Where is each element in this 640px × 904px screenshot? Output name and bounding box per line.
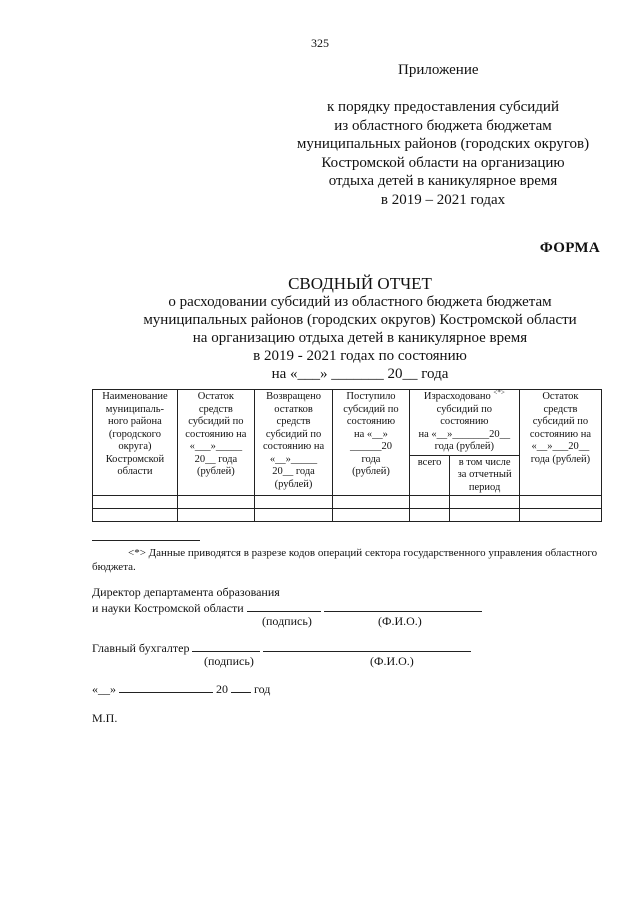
report-line: муниципальных районов (городских округов) Костромской области	[143, 312, 577, 328]
appendix-line: отдыха детей в каникулярное время	[328, 173, 558, 189]
footnote-text: <*> Данные приводятся в разрезе кодов операций сектора государственного управления областного бюджета.	[92, 547, 598, 573]
appendix-line: к порядку предоставления субсидий	[327, 99, 559, 115]
director-name-field[interactable]	[324, 600, 482, 612]
appendix-line: в 2019 – 2021 годах	[380, 191, 506, 208]
header-spent-period: в том числе за отчетный период	[450, 455, 519, 496]
appendix-line: из областного бюджета бюджетам	[334, 117, 552, 134]
director-title-line2: и науки Костромской области	[92, 601, 244, 615]
page-number: 325	[311, 36, 329, 50]
table-row	[93, 509, 602, 522]
header-municipality: Наименование муниципаль- ного района (городского округа) Костромской области	[93, 390, 178, 496]
header-spent-total: всего	[409, 455, 450, 496]
header-opening-balance: Остаток средств субсидий по состоянию на «___»_____ 20__ года (рублей)	[177, 390, 254, 496]
appendix-line: муниципальных районов (городских округов)	[296, 136, 590, 152]
accountant-name-caption: (Ф.И.О.)	[370, 654, 414, 668]
report-table	[92, 389, 602, 522]
footnote-mark: <*>	[493, 388, 505, 397]
director-title-line1: Директор департамента образования	[92, 585, 280, 599]
table-row	[93, 496, 602, 509]
form-label: ФОРМА	[539, 240, 600, 256]
report-line: в 2019 - 2021 годах по состоянию	[253, 348, 467, 364]
accountant-signature-caption: (подпись)	[204, 654, 254, 668]
date-year-field[interactable]	[231, 681, 251, 693]
accountant-title: Главный бухгалтер	[92, 641, 190, 655]
appendix-text	[278, 98, 608, 209]
header-closing-balance: Остаток средств субсидий по состоянию на «__»___20__ года (рублей)	[519, 390, 601, 496]
header-spent-group: Израсходовано <*> субсидий по состоянию на «__»_______20__ года (рублей)	[409, 390, 519, 456]
report-line: на «___» _______ 20__ года	[271, 366, 449, 382]
report-title: СВОДНЫЙ ОТЧЕТ	[288, 274, 432, 293]
report-line: о расходовании субсидий из областного бюджета бюджетам	[168, 294, 552, 310]
date-row	[92, 681, 270, 697]
appendix-line: Костромской области на организацию	[321, 154, 565, 171]
accountant-signature-field[interactable]	[192, 640, 260, 652]
table-header-row	[93, 390, 602, 456]
report-line: на организацию отдыха детей в каникулярное время	[192, 330, 528, 346]
report-subtitle	[0, 293, 640, 383]
date-month-field[interactable]	[119, 681, 213, 693]
accountant-signature-row	[92, 640, 471, 656]
date-year-word: год	[254, 682, 271, 696]
date-day: «__»	[92, 682, 116, 696]
accountant-name-field[interactable]	[263, 640, 471, 652]
appendix-title: Приложение	[398, 62, 479, 78]
footnote-divider	[92, 540, 200, 541]
director-signature-caption: (подпись)	[262, 614, 312, 628]
stamp-place: М.П.	[92, 711, 118, 725]
header-received: Поступило субсидий по состоянию на «__» ______20 года (рублей)	[333, 390, 410, 496]
director-name-caption: (Ф.И.О.)	[378, 614, 422, 628]
director-signature-field[interactable]	[247, 600, 321, 612]
date-year-prefix: 20	[216, 682, 228, 696]
header-returned: Возвращено остатков средств субсидий по состоянию на «__»_____ 20__ года (рублей)	[254, 390, 332, 496]
